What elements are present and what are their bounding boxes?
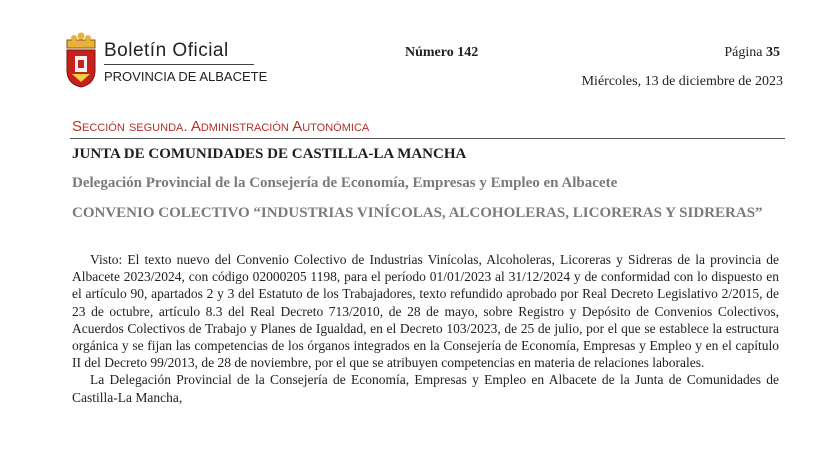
- convention-title: CONVENIO COLECTIVO “INDUSTRIAS VINÍCOLAS, ALCOHOLERAS, LICORERAS Y SIDRERAS”: [72, 205, 763, 221]
- delegation-heading: Delegación Provincial de la Consejería de Economía, Empresas y Empleo en Albacete: [72, 175, 618, 191]
- page-number: 35: [766, 45, 780, 60]
- title-underline: [104, 64, 254, 65]
- coat-of-arms-icon: [64, 30, 98, 88]
- province-subtitle: PROVINCIA DE ALBACETE: [104, 69, 268, 84]
- organization-heading: JUNTA DE COMUNIDADES DE CASTILLA-LA MANCHA: [72, 146, 467, 162]
- document-body: [72, 251, 779, 406]
- page-label: Página: [724, 45, 763, 60]
- page-indicator: [724, 45, 780, 61]
- section-divider: [70, 138, 785, 139]
- section-heading: Sección segunda. Administración Autonómica: [72, 118, 370, 135]
- issue-date: Miércoles, 13 de diciembre de 2023: [581, 74, 783, 89]
- paragraph: Visto: El texto nuevo del Convenio Colectivo de Industrias Vinícolas, Alcoholeras, Licoreras y Sidreras de la provincia de Albacete 2023/2024, con código 02000205 1198, para el período 01/01/2023 al 31/12/2024 y de conformidad con lo dispuesto en el artículo 90, apartados 2 y 3 del Estatuto de los Trabajadores, texto refundido aprobado por Real Decreto Legislativo 2/2015, de 23 de octubre, artículo 8.3 del Real Decreto 713/2010, de 28 de mayo, sobre Registro y Depósito de Convenios Colectivos, Acuerdos Colectivos de Trabajo y Planes de Igualdad, en el Decreto 103/2023, de 25 de julio, por el que se establece la estructura orgánica y se fijan las competencias de los órganos integrados en la Consejería de Economía, Empresas y Empleo y en el capítulo II del Decreto 99/2013, de 28 de noviembre, por el que se atribuyen competencias en materia de relaciones laborales.: [72, 252, 779, 371]
- paragraph: La Delegación Provincial de la Consejería de Economía, Empresas y Empleo en Albacete de la Junta de Comunidades de Castilla-La Mancha,: [72, 372, 779, 405]
- bulletin-title: Boletín Oficial: [104, 40, 229, 61]
- issue-number: Número 142: [405, 45, 479, 60]
